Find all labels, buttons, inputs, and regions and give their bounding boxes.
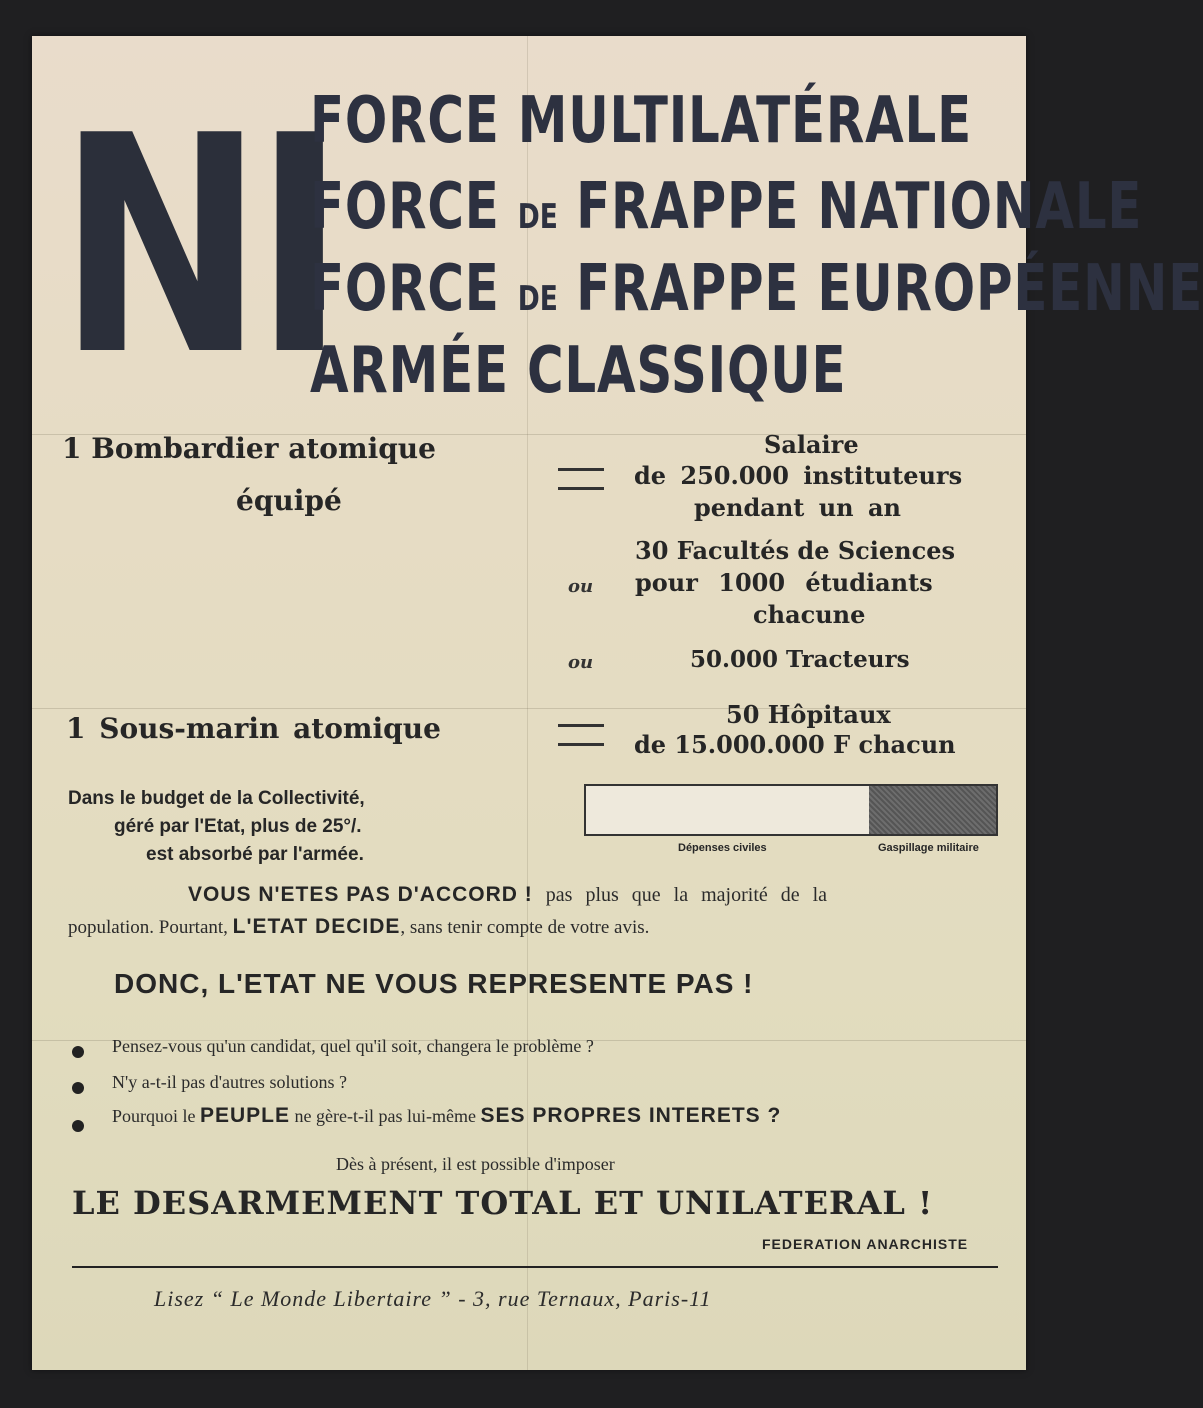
headline-line-3: [310, 254, 1203, 334]
question-text: Pourquoi le: [112, 1106, 200, 1126]
question-bold: PEUPLE: [200, 1104, 291, 1127]
signature: FEDERATION ANARCHISTE: [762, 1236, 969, 1252]
budget-line-1: Dans le budget de la Collectivité,: [68, 788, 365, 809]
question-bold: SES PROPRES INTERETS ?: [480, 1104, 782, 1127]
bullet-icon: [72, 1120, 84, 1132]
or-label: ou: [568, 576, 594, 597]
hospitals-line-1: 50 Hôpitaux: [726, 700, 891, 729]
paragraph-bold: VOUS N'ETES PAS D'ACCORD !: [188, 883, 533, 906]
budget-bar-military: [869, 786, 996, 834]
salary-line-2: de 250.000 instituteurs: [634, 461, 963, 490]
conclusion: DONC, L'ETAT NE VOUS REPRESENTE PAS !: [114, 968, 754, 999]
headline-ni: NI: [58, 72, 336, 421]
lead-line: Dès à présent, il est possible d'imposer: [336, 1154, 615, 1174]
submarine: 1 Sous-marin atomique: [66, 712, 441, 745]
headline-text: FRAPPE EUROPÉENNE: [557, 252, 1203, 326]
question-1: Pensez-vous qu'un candidat, quel qu'il soit, changera le problème ?: [112, 1036, 594, 1056]
paragraph-text: population. Pourtant,: [68, 917, 233, 938]
faculties-line-2: pour 1000 étudiants: [635, 568, 933, 597]
faculties-line-1: 30 Facultés de Sciences: [635, 536, 956, 565]
headline-de: DE: [517, 279, 558, 319]
question-2: N'y a-t-il pas d'autres solutions ?: [112, 1072, 347, 1092]
headline-text: FORCE: [310, 252, 518, 326]
bomber-line-1: 1 Bombardier atomique: [62, 432, 436, 465]
question-text: ne gère-t-il pas lui-même: [290, 1106, 481, 1126]
headline-line-2: [310, 172, 1142, 252]
paragraph-text: pas plus que la majorité de la: [532, 884, 828, 906]
equals-sign: [558, 724, 604, 746]
budget-line-3: est absorbé par l'armée.: [146, 844, 364, 865]
paragraph-bold: L'ETAT DECIDE: [232, 915, 401, 938]
equals-sign: [558, 468, 604, 490]
bullet-icon: [72, 1082, 84, 1094]
footer: Lisez “ Le Monde Libertaire ” - 3, rue Ternaux, Paris-11: [154, 1286, 712, 1311]
headline-text: FORCE: [310, 170, 518, 244]
tractors: 50.000 Tracteurs: [690, 646, 910, 673]
headline-line-1: [310, 86, 972, 156]
paragraph-line-2: [68, 914, 649, 939]
bomber-line-2: équipé: [236, 484, 342, 517]
hospitals-line-2: de 15.000.000 F chacun: [634, 730, 956, 759]
faculties-line-3: chacune: [753, 600, 866, 629]
headline-de: DE: [517, 197, 558, 237]
bullet-icon: [72, 1046, 84, 1058]
headline-text: FORCE MULTILATÉRALE: [310, 84, 973, 158]
headline-text: ARMÉE CLASSIQUE: [310, 334, 847, 408]
salary-line-3: pendant un an: [694, 493, 901, 522]
bar-label-civil: Dépenses civiles: [678, 842, 767, 854]
question-3: [112, 1104, 781, 1128]
slogan: LE DESARMEMENT TOTAL ET UNILATERAL !: [72, 1184, 934, 1222]
divider: [72, 1266, 998, 1268]
headline-text: FRAPPE NATIONALE: [557, 170, 1143, 244]
paragraph-line-1: [188, 882, 827, 907]
or-label: ou: [568, 652, 594, 673]
paragraph-text: , sans tenir compte de votre avis.: [400, 917, 650, 938]
poster: [32, 36, 1203, 1370]
headline-line-4: [310, 336, 846, 406]
budget-line-2: géré par l'Etat, plus de 25°/.: [114, 816, 362, 837]
budget-bar: [584, 784, 998, 836]
salary-line-1: Salaire: [764, 430, 859, 459]
bar-label-military: Gaspillage militaire: [878, 842, 979, 854]
